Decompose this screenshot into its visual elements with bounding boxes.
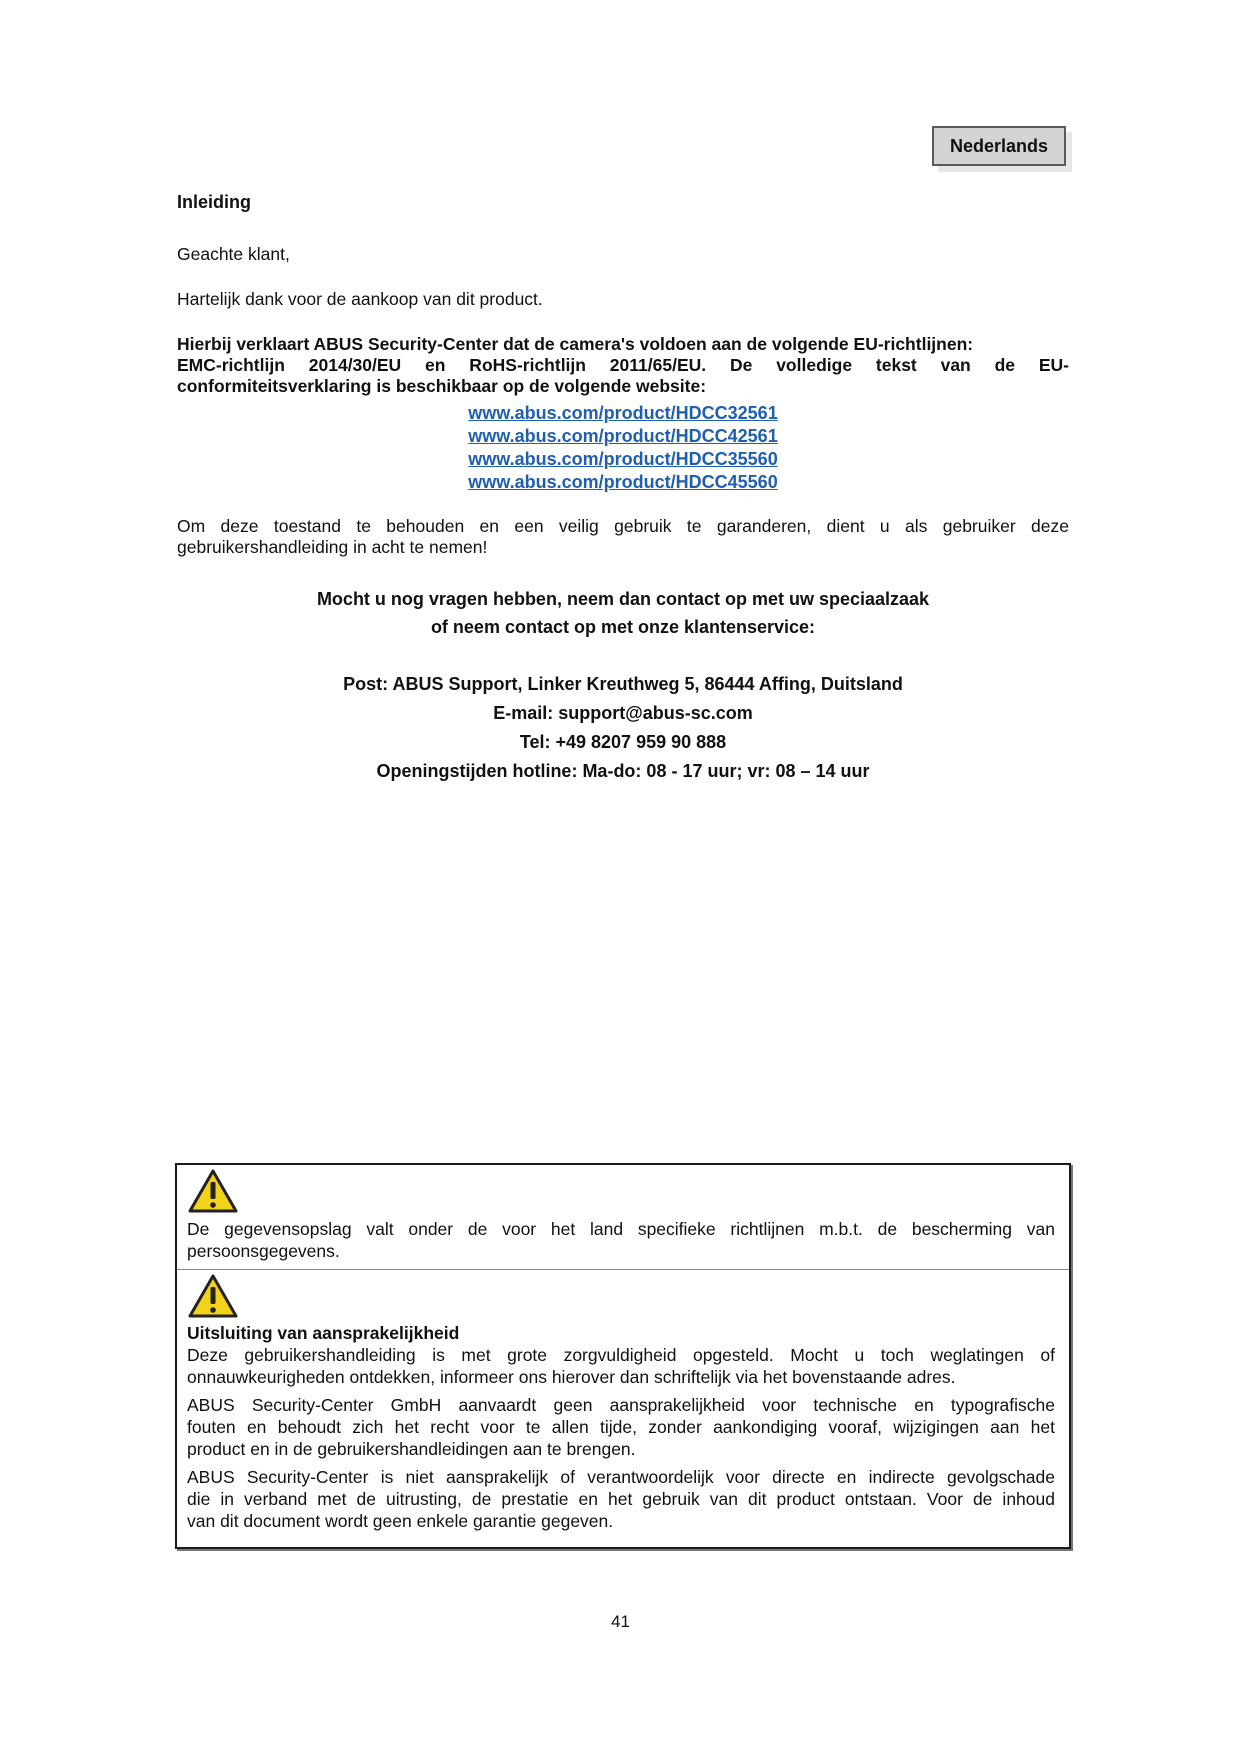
contact-block	[177, 670, 1069, 786]
disclaimer-title: Uitsluiting van aansprakelijkheid	[187, 1323, 460, 1343]
disclaimer-line: onnauwkeurigheden ontdekken, informeer ons hierover dan schriftelijk via het bovenstaande adres.	[187, 1367, 956, 1387]
notice-line: De gegevensopslag valt onder de voor het land specifieke richtlijnen m.b.t. de bescherming van	[187, 1219, 1055, 1239]
disclaimer-line: product en in de gebruikershandleidingen aan te brengen.	[187, 1439, 636, 1459]
product-link[interactable]: www.abus.com/product/HDCC32561	[468, 403, 778, 423]
questions-block	[177, 585, 1069, 641]
disclaimer-line: die in verband met de uitrusting, de prestatie en het gebruik van dit product ontstaan. Voor de inhoud	[187, 1489, 1055, 1509]
contact-hours: Openingstijden hotline: Ma-do: 08 - 17 uur; vr: 08 – 14 uur	[376, 761, 870, 781]
contact-post: Post: ABUS Support, Linker Kreuthweg 5, 86444 Affing, Duitsland	[343, 674, 903, 694]
declaration	[177, 334, 1069, 397]
declaration-line: conformiteitsverklaring is beschikbaar op de volgende website:	[177, 376, 707, 396]
contact-tel: Tel: +49 8207 959 90 888	[519, 732, 727, 752]
usage-paragraph	[177, 516, 1069, 558]
warning-icon	[187, 1168, 239, 1214]
product-link[interactable]: www.abus.com/product/HDCC45560	[468, 472, 778, 492]
questions-line: Mocht u nog vragen hebben, neem dan contact op met uw speciaalzaak	[316, 589, 930, 609]
notice-data-storage	[187, 1218, 1055, 1262]
usage-line: Om deze toestand te behouden en een veilig gebruik te garanderen, dient u als gebruiker deze	[177, 516, 1069, 536]
notice-disclaimer	[187, 1322, 1055, 1532]
thanks-text: Hartelijk dank voor de aankoop van dit product.	[177, 289, 543, 309]
product-links	[177, 402, 1069, 494]
disclaimer-line: ABUS Security-Center is niet aansprakelijk of verantwoordelijk voor directe en indirecte gevolgschade	[187, 1467, 1055, 1487]
page-number: 41	[611, 1612, 630, 1631]
warning-icon	[187, 1273, 239, 1319]
disclaimer-line: Deze gebruikershandleiding is met grote zorgvuldigheid opgesteld. Mocht u toch weglatingen of	[187, 1345, 1055, 1365]
notice-divider	[177, 1269, 1069, 1270]
language-tab: Nederlands	[932, 126, 1066, 166]
disclaimer-line: van dit document wordt geen enkele garantie gegeven.	[187, 1511, 614, 1531]
declaration-line: Hierbij verklaart ABUS Security-Center dat de camera's voldoen aan de volgende EU-richtlijnen:	[177, 334, 974, 354]
section-heading: Inleiding	[177, 192, 251, 212]
disclaimer-line: fouten en behoudt zich het recht voor te allen tijde, zonder aankondiging vooraf, wijzigingen aan het	[187, 1417, 1055, 1437]
questions-line: of neem contact op met onze klantenservice:	[430, 617, 816, 637]
notice-box	[175, 1163, 1071, 1549]
usage-line: gebruikershandleiding in acht te nemen!	[177, 537, 488, 557]
declaration-line: EMC-richtlijn 2014/30/EU en RoHS-richtlijn 2011/65/EU. De volledige tekst van de EU-	[177, 355, 1069, 375]
product-link[interactable]: www.abus.com/product/HDCC42561	[468, 426, 778, 446]
notice-line: persoonsgegevens.	[187, 1241, 340, 1261]
contact-email: E-mail: support@abus-sc.com	[493, 703, 753, 723]
disclaimer-line: ABUS Security-Center GmbH aanvaardt geen aansprakelijkheid voor technische en typografische	[187, 1395, 1055, 1415]
greeting: Geachte klant,	[177, 244, 290, 264]
product-link[interactable]: www.abus.com/product/HDCC35560	[468, 449, 778, 469]
